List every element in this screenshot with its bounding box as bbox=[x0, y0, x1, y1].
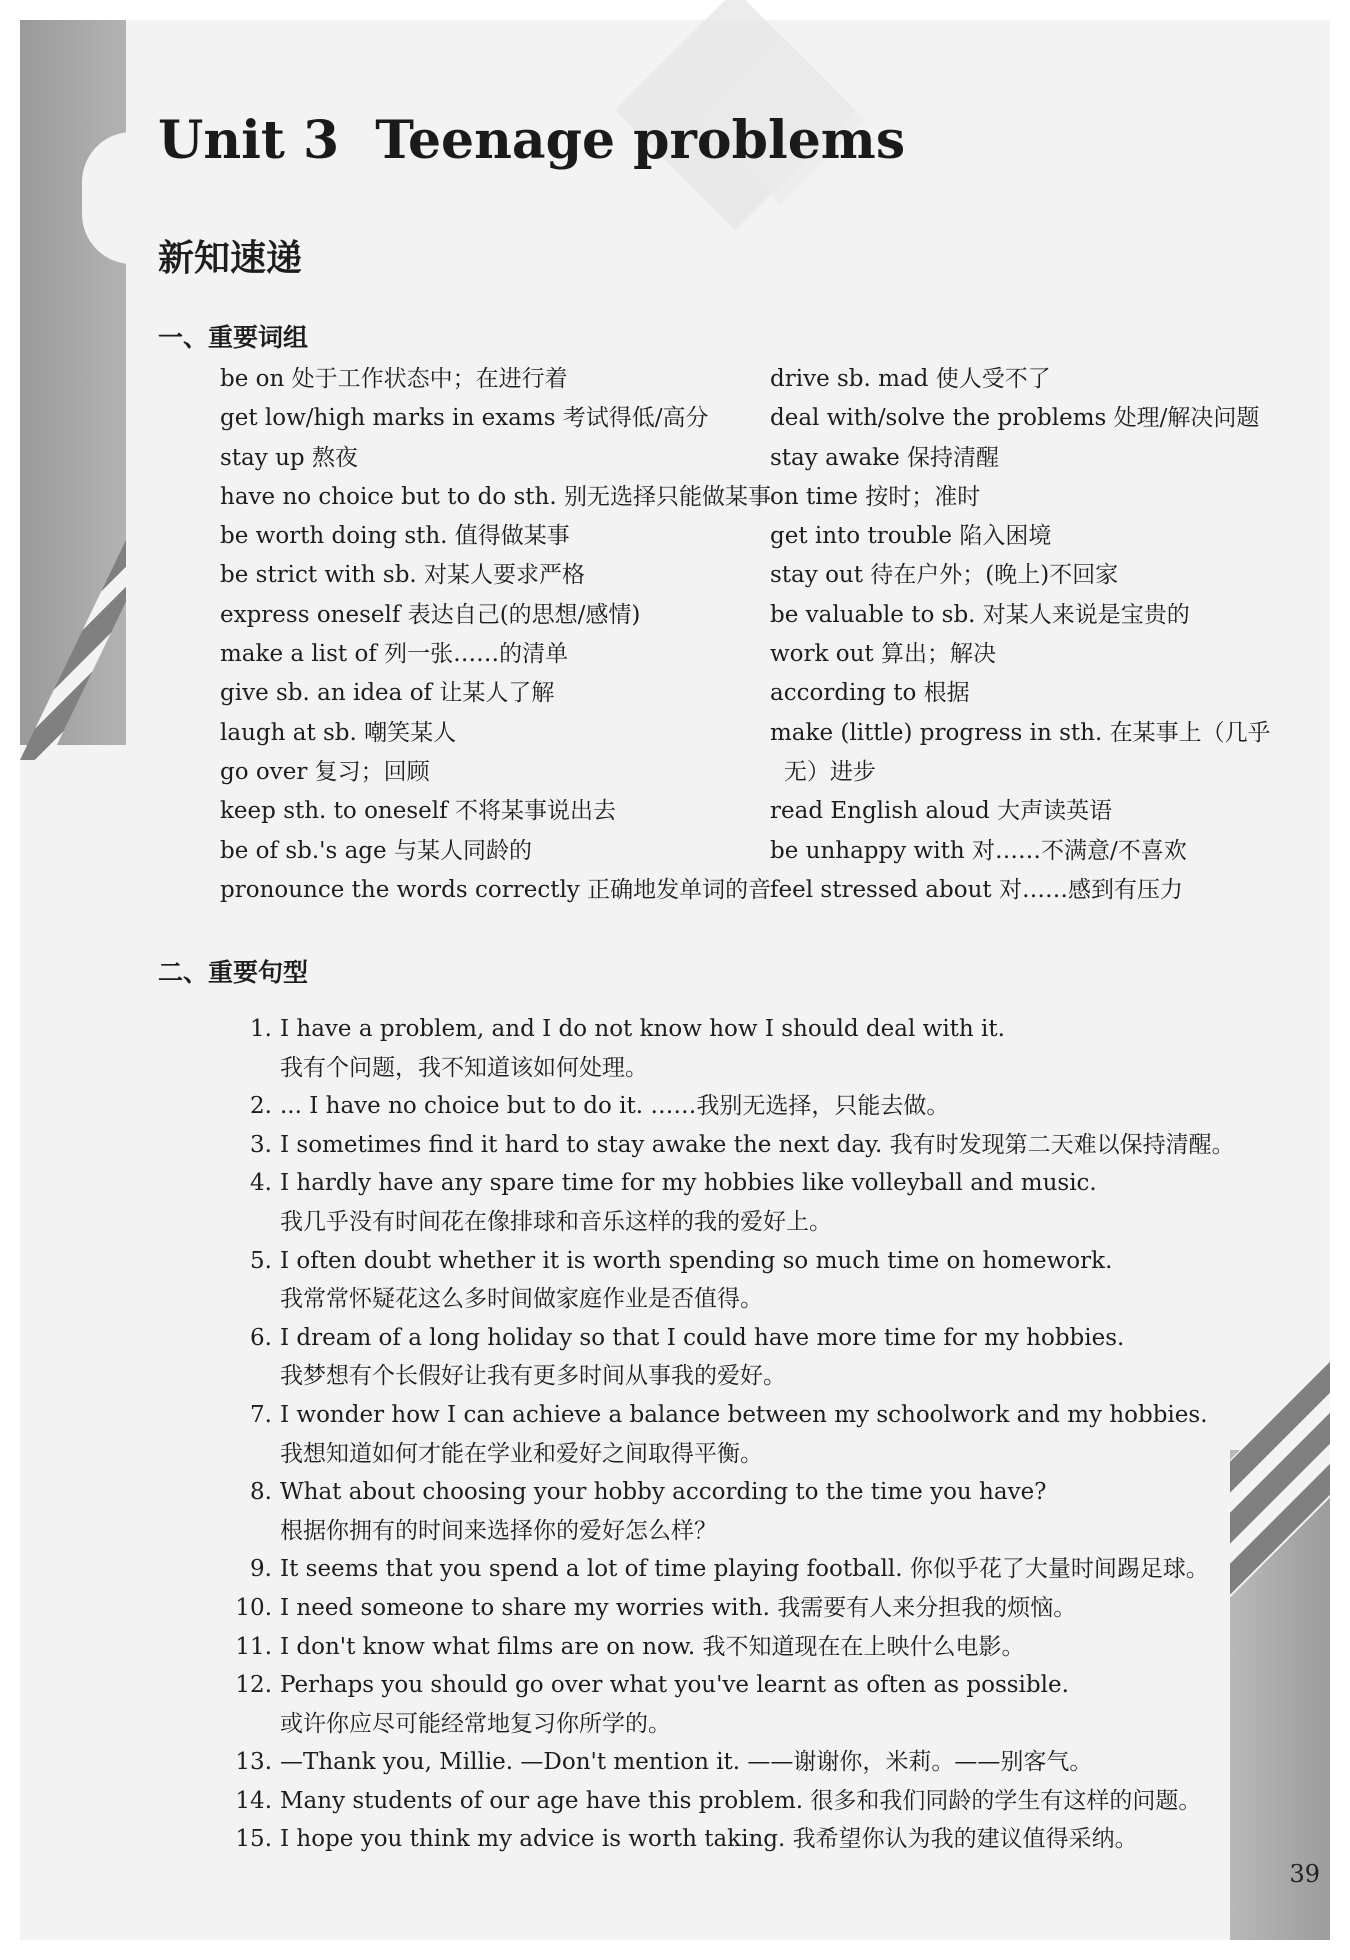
phrase-left: have no choice but to do sth. 别无选择只能做某事 bbox=[220, 483, 771, 510]
sentence-number bbox=[228, 1512, 280, 1551]
unit-topic: Teenage problems bbox=[375, 110, 906, 171]
sentence-text: Many students of our age have this problem. 很多和我们同龄的学生有这样的问题。 bbox=[280, 1787, 1202, 1814]
sentence-number: 6. bbox=[250, 1324, 272, 1351]
sentence-line bbox=[228, 1666, 1288, 1705]
phrase-left: express oneself 表达自己(的思想/感情) bbox=[220, 601, 641, 628]
sentence-number: 8. bbox=[250, 1479, 272, 1506]
phrase-right: on time 按时；准时 bbox=[770, 483, 981, 510]
sentence-line bbox=[228, 1087, 1288, 1126]
sentence-line bbox=[228, 1705, 1288, 1744]
phrase-row bbox=[220, 360, 1310, 399]
sentence-line bbox=[228, 1126, 1288, 1165]
phrase-row bbox=[220, 478, 1310, 517]
sentence-text: 我梦想有个长假好让我有更多时间从事我的爱好。 bbox=[280, 1363, 786, 1390]
phrase-left: be on 处于工作状态中；在进行着 bbox=[220, 366, 568, 392]
phrases-heading: 一、重要词组 bbox=[158, 323, 309, 352]
sentence-line bbox=[228, 1357, 1288, 1396]
sentence-line bbox=[228, 1203, 1288, 1242]
phrase-right: make (little) progress in sth. 在某事上（几乎 bbox=[770, 719, 1271, 746]
sentence-number: 3. bbox=[250, 1131, 272, 1158]
sentence-text: I hope you think my advice is worth taking. 我希望你认为我的建议值得采纳。 bbox=[280, 1826, 1138, 1853]
phrase-left: get low/high marks in exams 考试得低/高分 bbox=[220, 405, 709, 432]
phrase-right: get into trouble 陷入困境 bbox=[770, 523, 1052, 550]
sentence-number: 10. bbox=[235, 1594, 272, 1621]
phrase-row bbox=[220, 714, 1310, 753]
sentence-line bbox=[228, 1049, 1288, 1088]
sentence-number: 11. bbox=[235, 1633, 272, 1660]
sentence-line bbox=[228, 1820, 1288, 1859]
sentence-line bbox=[228, 1589, 1288, 1628]
phrase-left: pronounce the words correctly 正确地发单词的音 bbox=[220, 876, 772, 903]
sentence-text: I sometimes find it hard to stay awake the next day. 我有时发现第二天难以保持清醒。 bbox=[280, 1131, 1235, 1158]
sentence-number: 9. bbox=[250, 1556, 272, 1583]
sentence-line bbox=[228, 1512, 1288, 1551]
phrase-row bbox=[220, 832, 1310, 871]
phrase-row bbox=[220, 517, 1310, 556]
sentence-line bbox=[228, 1010, 1288, 1049]
phrase-row bbox=[220, 399, 1310, 438]
phrase-left: be worth doing sth. 值得做某事 bbox=[220, 523, 570, 550]
sentence-line bbox=[228, 1280, 1288, 1319]
sentences-heading: 二、重要句型 bbox=[158, 958, 309, 987]
sentence-text: What about choosing your hobby according to the time you have? bbox=[280, 1479, 1047, 1506]
sentence-number bbox=[228, 1705, 280, 1744]
phrase-row bbox=[220, 792, 1310, 831]
phrase-right: read English aloud 大声读英语 bbox=[770, 798, 1113, 825]
phrase-right: deal with/solve the problems 处理/解决问题 bbox=[770, 405, 1260, 432]
sentence-text: I wonder how I can achieve a balance between my schoolwork and my hobbies. bbox=[280, 1401, 1208, 1428]
phrase-left: keep sth. to oneself 不将某事说出去 bbox=[220, 798, 616, 825]
phrase-row bbox=[220, 439, 1310, 478]
sentence-text: 或许你应尽可能经常地复习你所学的。 bbox=[280, 1710, 671, 1737]
sentence-text: I often doubt whether it is worth spending so much time on homework. bbox=[280, 1247, 1113, 1274]
left-decorative-band bbox=[20, 20, 126, 745]
phrase-left: give sb. an idea of 让某人了解 bbox=[220, 680, 555, 707]
sentence-line bbox=[228, 1628, 1288, 1667]
sentence-text: It seems that you spend a lot of time playing football. 你似乎花了大量时间踢足球。 bbox=[280, 1556, 1209, 1583]
sentence-text: Perhaps you should go over what you've learnt as often as possible. bbox=[280, 1672, 1069, 1699]
sentence-line bbox=[228, 1435, 1288, 1474]
phrase-left: be strict with sb. 对某人要求严格 bbox=[220, 562, 586, 589]
sentence-text: 根据你拥有的时间来选择你的爱好怎么样？ bbox=[280, 1517, 717, 1544]
phrase-right: according to 根据 bbox=[770, 680, 970, 707]
sentence-list bbox=[228, 1010, 1288, 1859]
sentence-line bbox=[228, 1782, 1288, 1821]
sentence-number bbox=[228, 1203, 280, 1242]
phrase-left: go over 复习；回顾 bbox=[220, 758, 430, 785]
sentence-text: 我想知道如何才能在学业和爱好之间取得平衡。 bbox=[280, 1440, 763, 1467]
phrase-row bbox=[220, 596, 1310, 635]
phrase-right: be valuable to sb. 对某人来说是宝贵的 bbox=[770, 601, 1190, 628]
unit-label: Unit 3 bbox=[158, 110, 340, 171]
sentence-number: 2. bbox=[250, 1093, 272, 1120]
phrase-left: stay up 熬夜 bbox=[220, 444, 358, 471]
phrase-right: stay awake 保持清醒 bbox=[770, 444, 1000, 471]
phrase-right: drive sb. mad 使人受不了 bbox=[770, 366, 1051, 392]
sentence-number bbox=[228, 1357, 280, 1396]
sentence-text: I need someone to share my worries with. 我需要有人来分担我的烦恼。 bbox=[280, 1594, 1077, 1621]
phrase-left: make a list of 列一张……的清单 bbox=[220, 641, 569, 668]
section-title: 新知速递 bbox=[158, 238, 303, 279]
sentence-line bbox=[228, 1473, 1288, 1512]
phrase-row bbox=[220, 871, 1310, 910]
phrase-left: be of sb.'s age 与某人同龄的 bbox=[220, 837, 532, 864]
phrase-list bbox=[220, 360, 1310, 910]
phrase-left: laugh at sb. 嘲笑某人 bbox=[220, 719, 457, 746]
sentence-text: I dream of a long holiday so that I could have more time for my hobbies. bbox=[280, 1324, 1125, 1351]
sentence-text: I have a problem, and I do not know how I should deal with it. bbox=[280, 1016, 1005, 1042]
sentence-text: ... I have no choice but to do it. ……我别无选择，只能去做。 bbox=[280, 1093, 950, 1120]
sentence-number bbox=[228, 1049, 280, 1088]
sentence-number: 7. bbox=[250, 1401, 272, 1428]
page-number: 39 bbox=[1289, 1860, 1320, 1888]
phrase-row bbox=[220, 674, 1310, 713]
sentence-number bbox=[228, 1435, 280, 1474]
sentence-line bbox=[228, 1396, 1288, 1435]
sentence-number: 12. bbox=[235, 1672, 272, 1699]
phrase-right: work out 算出；解决 bbox=[770, 641, 996, 668]
sentence-text: —Thank you, Millie. —Don't mention it. ——谢谢你，米莉。——别客气。 bbox=[280, 1749, 1093, 1776]
sentence-text: 我有个问题，我不知道该如何处理。 bbox=[280, 1054, 648, 1081]
sentence-number: 15. bbox=[235, 1826, 272, 1853]
sentence-text: 我常常怀疑花这么多时间做家庭作业是否值得。 bbox=[280, 1286, 763, 1313]
sentence-text: 我几乎没有时间花在像排球和音乐这样的我的爱好上。 bbox=[280, 1208, 832, 1235]
sentence-text: I hardly have any spare time for my hobbies like volleyball and music. bbox=[280, 1170, 1097, 1197]
phrase-right: feel stressed about 对……感到有压力 bbox=[770, 876, 1183, 903]
sentence-number: 1. bbox=[250, 1016, 272, 1042]
phrase-right: 无）进步 bbox=[783, 758, 876, 785]
unit-title bbox=[158, 110, 905, 171]
sentence-number: 13. bbox=[235, 1749, 272, 1776]
sentence-line bbox=[228, 1164, 1288, 1203]
sentence-number: 14. bbox=[235, 1787, 272, 1814]
phrase-row bbox=[220, 635, 1310, 674]
sentence-number bbox=[228, 1280, 280, 1319]
phrase-right: stay out 待在户外；(晚上)不回家 bbox=[770, 562, 1119, 589]
sentence-text: I don't know what films are on now. 我不知道现在在上映什么电影。 bbox=[280, 1633, 1025, 1660]
sentence-number: 5. bbox=[250, 1247, 272, 1274]
sentence-line bbox=[228, 1319, 1288, 1358]
sentence-line bbox=[228, 1743, 1288, 1782]
sentence-number: 4. bbox=[250, 1170, 272, 1197]
phrase-row bbox=[220, 556, 1310, 595]
sentence-line bbox=[228, 1242, 1288, 1281]
phrase-row bbox=[220, 753, 1310, 792]
sentence-line bbox=[228, 1550, 1288, 1589]
phrase-right: be unhappy with 对……不满意/不喜欢 bbox=[770, 837, 1187, 864]
